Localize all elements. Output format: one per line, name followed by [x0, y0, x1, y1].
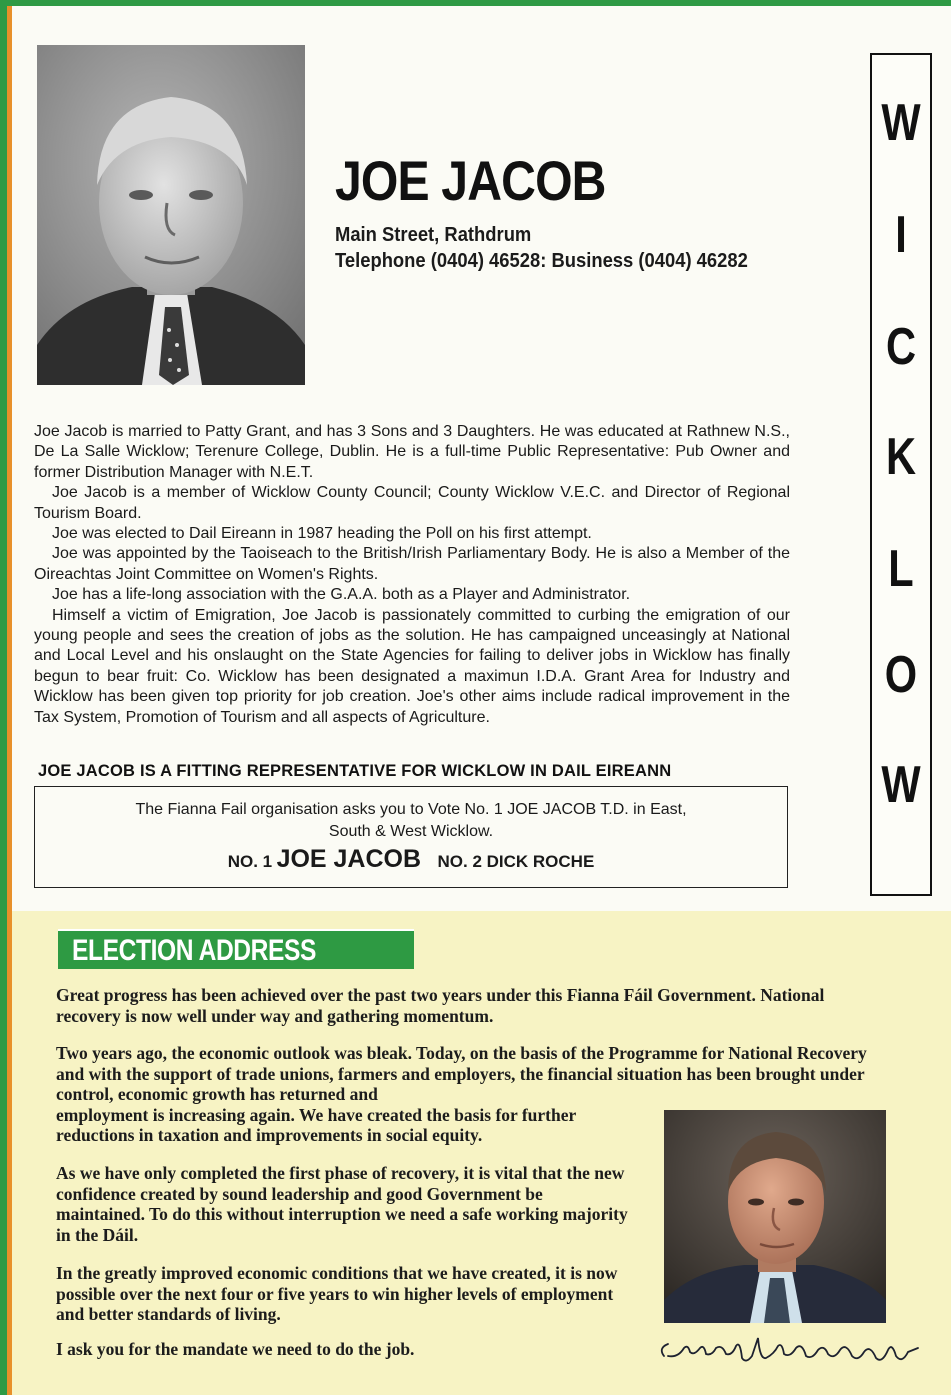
candidate-telephone: Telephone (0404) 46528: Business (0404) 46282 — [335, 250, 748, 272]
address-paragraph: Great progress has been achieved over the past two years under this Fianna Fáil Government. National recovery is now well under way and gathering momentum. — [56, 985, 825, 1026]
county-letter: C — [885, 318, 917, 376]
bio-paragraph: Joe Jacob is married to Patty Grant, and has 3 Sons and 3 Daughters. He was educated at Rathnew N.S., De La Salle Wicklow; Terenure College, Dublin. He is a full-time Public Representative: Pub Owner and former Distribution Manager with N.E.T. — [34, 423, 790, 481]
candidate-portrait — [37, 45, 305, 385]
election-address-heading-text: ELECTION ADDRESS — [72, 934, 317, 967]
leader-portrait — [664, 1110, 886, 1323]
candidate-address: Main Street, Rathdrum — [335, 224, 532, 246]
vote-instruction-box — [34, 786, 788, 888]
county-letter: W — [881, 94, 921, 152]
bio-paragraph: Joe was elected to Dail Eireann in 1987 heading the Poll on his first attempt. — [52, 525, 592, 543]
county-letter: W — [881, 756, 921, 814]
leader-signature — [656, 1330, 924, 1370]
county-letter: O — [884, 646, 918, 704]
address-paragraph-part: employment is increasing again. We have created the basis for further reductions in taxation and improvements in social equity. — [56, 1104, 576, 1145]
county-letter: K — [885, 428, 917, 486]
vote-instruction — [35, 799, 787, 843]
address-paragraph: I ask you for the mandate we need to do the job. — [56, 1339, 415, 1359]
candidate-contact — [335, 222, 748, 274]
address-paragraph: In the greatly improved economic conditions that we have created, it is now possible over the next four or five years to win higher levels of employment and better standards of living. — [56, 1263, 618, 1324]
county-letter: I — [895, 206, 907, 264]
bio-paragraph: Joe was appointed by the Taoiseach to the British/Irish Parliamentary Body. He is also a Member of the Oireachtas Joint Committee on Women's Rights. — [34, 545, 790, 583]
vote-instruction-line: The Fianna Fail organisation asks you to Vote No. 1 JOE JACOB T.D. in East, — [135, 801, 687, 818]
tricolour-green-edge — [0, 0, 7, 1395]
bio-paragraph: Joe has a life-long association with the G.A.A. both as a Player and Administrator. — [52, 586, 631, 604]
preference-1-name: JOE JACOB — [276, 845, 422, 873]
candidate-slogan: JOE JACOB IS A FITTING REPRESENTATIVE FOR WICKLOW IN DAIL EIREANN — [38, 762, 672, 780]
preference-1-label: NO. 1 — [227, 852, 273, 871]
county-letter: L — [888, 540, 914, 598]
preference-2: NO. 2 DICK ROCHE — [437, 852, 595, 871]
county-vertical-label — [870, 53, 932, 896]
election-address-heading — [58, 929, 414, 969]
bio-paragraph: Himself a victim of Emigration, Joe Jacob is passionately committed to curbing the emigration of our young people and sees the creation of jobs as the solution. He has campaigned unceasingly at National and Local Level and his onslaught on the State Agencies for failing to deliver jobs in Wicklow has finally begun to bear fruit: Co. Wicklow has been designated a maximun I.D.A. Grant Area for Industry and Wicklow has been given top priority for job creation. Joe's other aims include radical improvement in the Tax System, Promotion of Tourism and all aspects of Agriculture. — [34, 606, 790, 726]
candidate-name: JOE JACOB — [335, 149, 606, 212]
candidate-biography — [34, 422, 790, 728]
address-paragraph-part: Two years ago, the economic outlook was bleak. Today, on the basis of the Programme for National Recovery and with the support of trade unions, farmers and employers, the financial situation has been brought under control, economic growth has returned and — [56, 1043, 867, 1104]
bio-paragraph: Joe Jacob is a member of Wicklow County Council; County Wicklow V.E.C. and Director of Regional Tourism Board. — [34, 484, 790, 522]
address-paragraph: As we have only completed the first phase of recovery, it is vital that the new confidence created by sound leadership and good Government be maintained. To do this without interruption we need a safe working majority in the Dáil. — [56, 1163, 628, 1245]
preference-line — [35, 845, 787, 874]
vote-instruction-line: South & West Wicklow. — [328, 823, 494, 840]
